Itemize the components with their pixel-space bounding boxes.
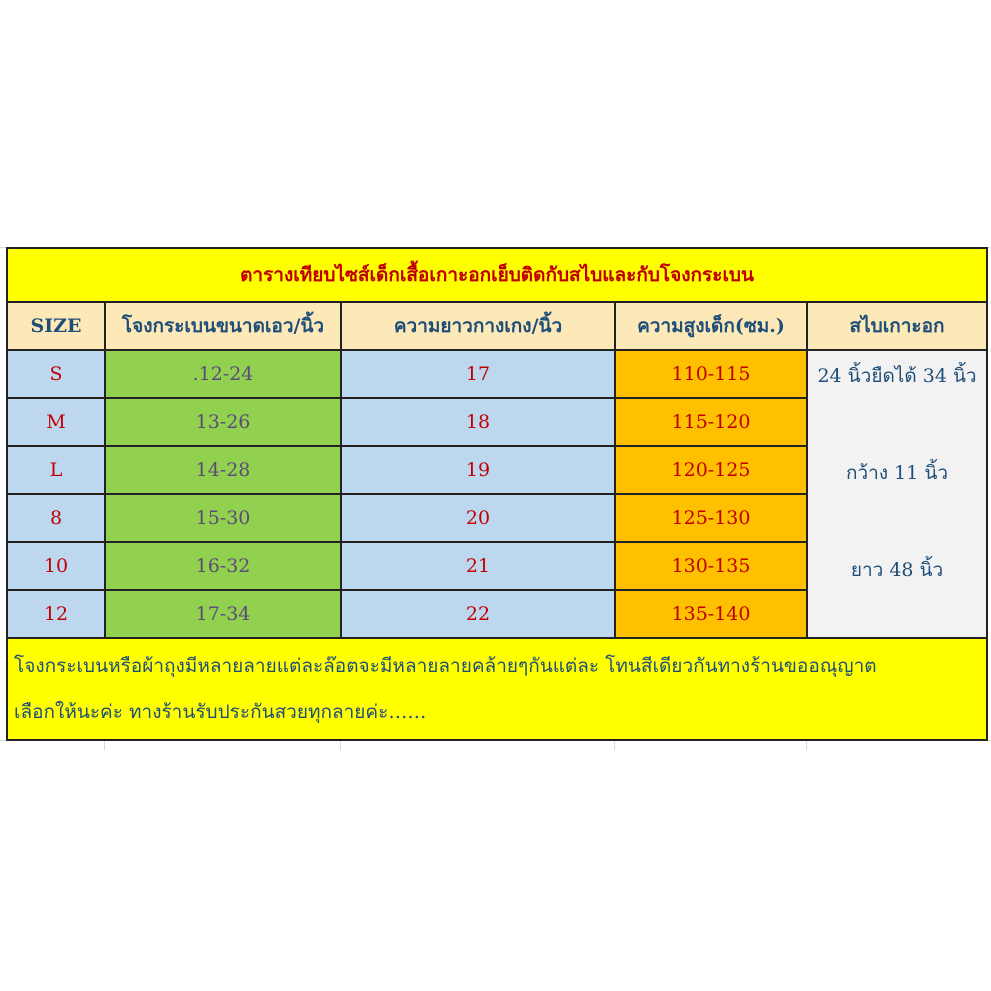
cell-waist[interactable]: 15-30 xyxy=(105,494,341,542)
cell-length[interactable]: 21 xyxy=(341,542,615,590)
cell-length[interactable]: 17 xyxy=(341,350,615,398)
cell-height[interactable]: 135-140 xyxy=(615,590,807,638)
cell-waist[interactable]: .12-24 xyxy=(105,350,341,398)
gridline xyxy=(340,740,341,750)
strap-width-text: กว้าง 11 นิ้ว xyxy=(846,462,949,484)
note-line-2: เลือกให้นะค่ะ ทางร้านรับประกันสวยทุกลายค่ะ…… xyxy=(14,701,427,723)
gridline xyxy=(104,740,105,750)
cell-length[interactable]: 20 xyxy=(341,494,615,542)
cell-length[interactable]: 22 xyxy=(341,590,615,638)
gridline xyxy=(614,740,615,750)
cell-length[interactable]: 18 xyxy=(341,398,615,446)
header-size[interactable]: SIZE xyxy=(7,302,105,350)
strap-stretch-text: 24 นิ้วยืดได้ 34 นิ้ว xyxy=(817,365,977,387)
cell-waist[interactable]: 16-32 xyxy=(105,542,341,590)
cell-height[interactable]: 110-115 xyxy=(615,350,807,398)
size-comparison-table xyxy=(6,247,988,741)
cell-length[interactable]: 19 xyxy=(341,446,615,494)
note-cell[interactable] xyxy=(7,638,987,740)
note-line-1: โจงกระเบนหรือผ้าถุงมีหลายลายแต่ละล๊อตจะมีหลายลายคล้ายๆกันแต่ละ โทนสีเดียวกันทางร้านขออณุญาต xyxy=(14,655,877,677)
header-length[interactable]: ความยาวกางเกง/นิ้ว xyxy=(341,302,615,350)
cell-size[interactable]: L xyxy=(7,446,105,494)
cell-waist[interactable]: 14-28 xyxy=(105,446,341,494)
cell-strap-info[interactable] xyxy=(807,350,987,638)
cell-height[interactable]: 115-120 xyxy=(615,398,807,446)
gridline xyxy=(806,740,807,750)
cell-waist[interactable]: 17-34 xyxy=(105,590,341,638)
strap-length-text: ยาว 48 นิ้ว xyxy=(850,559,944,581)
table-row xyxy=(7,350,987,398)
cell-size[interactable]: 8 xyxy=(7,494,105,542)
header-height[interactable]: ความสูงเด็ก(ซม.) xyxy=(615,302,807,350)
table-title[interactable]: ตารางเทียบไซส์เด็กเสื้อเกาะอกเย็บติดกับสไบและกับโจงกระเบน xyxy=(7,248,987,302)
cell-size[interactable]: S xyxy=(7,350,105,398)
cell-waist[interactable]: 13-26 xyxy=(105,398,341,446)
cell-size[interactable]: 12 xyxy=(7,590,105,638)
header-waist[interactable]: โจงกระเบนขนาดเอว/นิ้ว xyxy=(105,302,341,350)
header-strap[interactable]: สไบเกาะอก xyxy=(807,302,987,350)
cell-size[interactable]: M xyxy=(7,398,105,446)
cell-height[interactable]: 125-130 xyxy=(615,494,807,542)
cell-size[interactable]: 10 xyxy=(7,542,105,590)
cell-height[interactable]: 130-135 xyxy=(615,542,807,590)
cell-height[interactable]: 120-125 xyxy=(615,446,807,494)
